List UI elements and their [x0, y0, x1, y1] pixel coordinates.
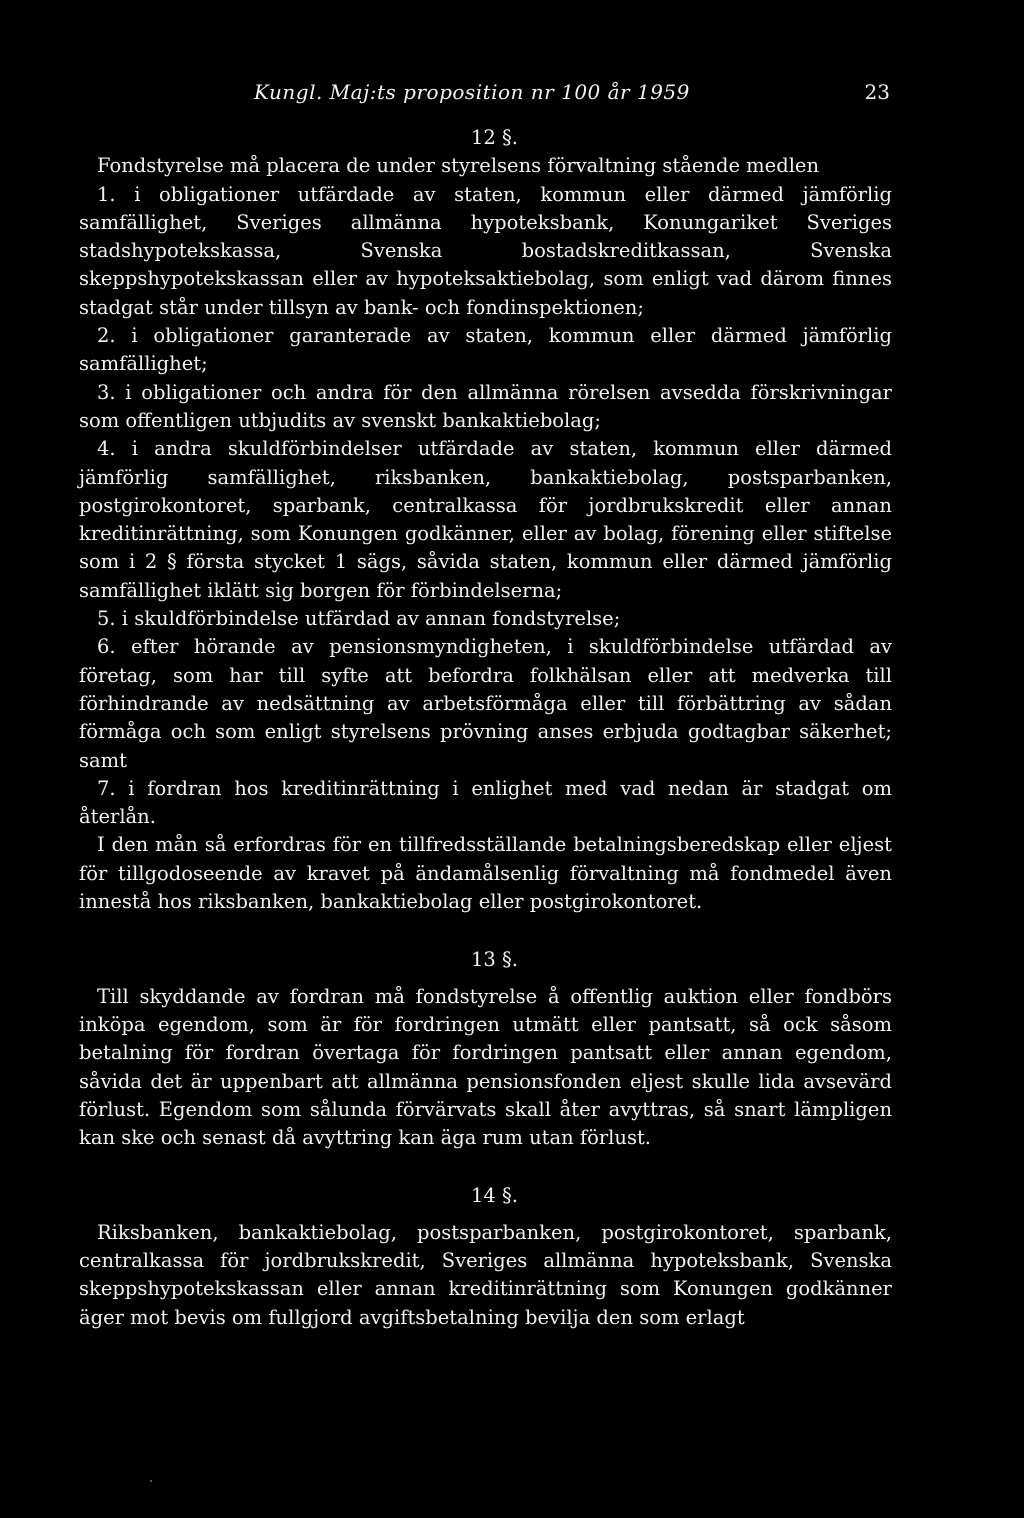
section-heading: 14 §. [471, 1184, 518, 1208]
page-number: 23 [864, 80, 890, 104]
paragraph: Till skyddande av fordran må fondstyrelse å offentlig auktion eller fondbörs inköpa egendom, som är för fordringen utmätt eller pantsatt, så ock såsom betalning för fordran övertaga för fordringen pantsatt eller annan egendom, såvida det är uppenbart att allmänna pensionsfonden eljest skulle lida avsevärd förlust. Egendom som sålunda förvärvats skall åter avyttras, så snart lämpligen kan ske och senast då avyttring kan äga rum utan förlust. [79, 984, 892, 1150]
section-14 [79, 1182, 892, 1331]
list-item: 7. i fordran hos kreditinrättning i enlighet med vad nedan är stadgat om återlån. [79, 776, 892, 829]
paragraph: Fondstyrelse må placera de under styrelsens förvaltning stående medlen [97, 154, 820, 178]
list-item: 5. i skuldförbindelse utfärdad av annan fondstyrelse; [97, 607, 621, 631]
list-item: 2. i obligationer garanterade av staten, kommun eller därmed jämförlig samfällighet; [79, 324, 892, 376]
section-12 [79, 124, 892, 916]
page-header [244, 80, 890, 120]
paragraph: Riksbanken, bankaktiebolag, postsparbanken, postgirokontoret, sparbank, centralkassa för jordbrukskredit, Sveriges allmänna hypoteksbank, Svenska skeppshypotekskassan eller annan kreditinrättning som Konungen godkänner äger mot bevis om fullgjord avgiftsbetalning bevilja den som erlagt [79, 1220, 892, 1329]
scan-speck [150, 1480, 152, 1482]
section-13 [79, 946, 892, 1152]
list-item: 4. i andra skuldförbindelser utfärdade av staten, kommun eller därmed jämförlig samfällighet, riksbanken, bankaktiebolag, postsparbanken, postgirokontoret, sparbank, centralkassa för jordbrukskredit eller annan kreditinrättning, som Konungen godkänner, eller av bolag, förening eller stiftelse som i 2 § första stycket 1 sägs, såvida staten, kommun eller därmed jämförlig samfällighet iklätt sig borgen för förbindelserna; [79, 437, 892, 602]
list-item: 6. efter hörande av pensionsmyndigheten, i skuldförbindelse utfärdad av företag, som har till syfte att befordra folkhälsan eller att medverka till förhindrande av nedsättning av arbetsförmåga eller till förbättring av sådan förmåga och som enligt styrelsens prövning anses erbjuda godtagbar säkerhet; samt [79, 635, 892, 772]
section-heading: 12 §. [471, 126, 518, 149]
list-item: 1. i obligationer utfärdade av staten, kommun eller därmed jämförlig samfällighet, Sveriges allmänna hypoteksbank, Konungariket Sveriges stadshypotekskassa, Svenska bostadskreditkassan, Svenska skeppshypotekskassan eller av hypoteksaktiebolag, som enligt vad därom finnes stadgat står under tillsyn av bank- och fondinspektionen; [79, 182, 892, 319]
document-body [79, 124, 892, 1332]
list-item: 3. i obligationer och andra för den allmänna rörelsen avsedda förskrivningar som offentligen utbjudits av svenskt bankaktiebolag; [79, 380, 892, 432]
section-heading: 13 §. [471, 948, 518, 972]
paragraph: I den mån så erfordras för en tillfredsställande betalningsberedskap eller eljest för tillgodoseende av kravet på ändamålsenlig förvaltning må fondmedel även innestå hos riksbanken, bankaktiebolag eller postgirokontoret. [79, 833, 892, 914]
running-title: Kungl. Maj:ts proposition nr 100 år 1959 [254, 80, 690, 104]
